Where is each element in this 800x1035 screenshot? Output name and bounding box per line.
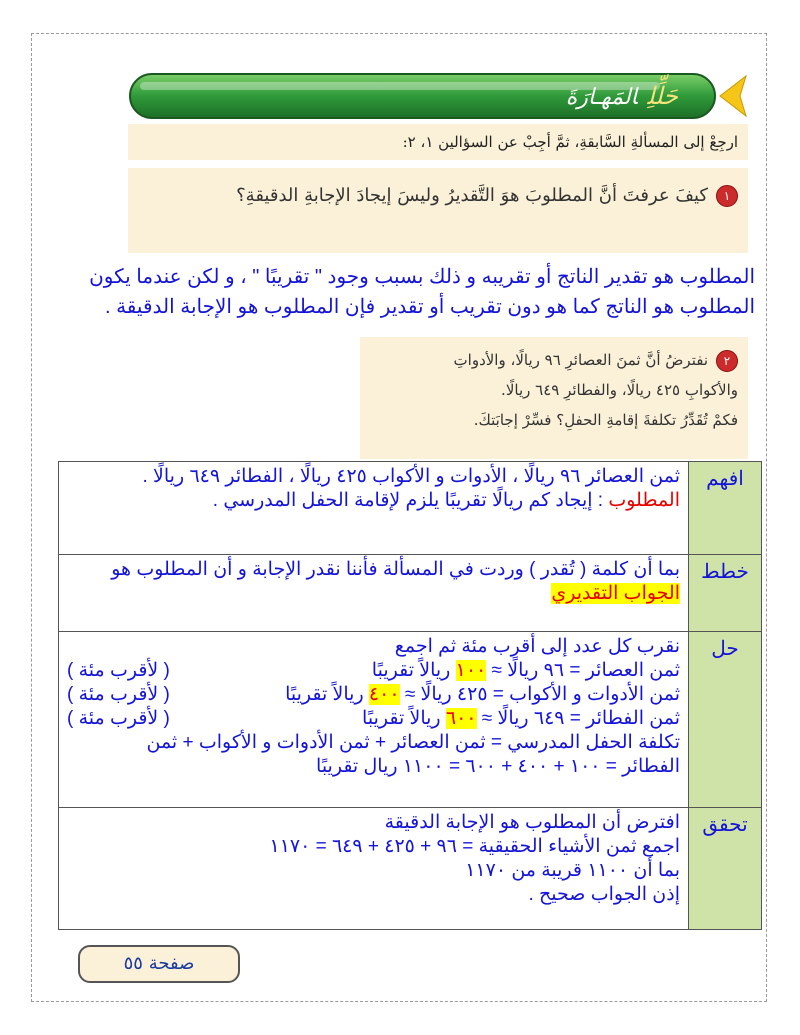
required-label: المطلوب [608,490,680,511]
rounded-value: ٦٠٠ [445,708,477,729]
step-row-check [59,808,762,930]
question-2-line1: نفترضُ أنَّ ثمنَ العصائرِ ٩٦ ريالًا، والأدواتِ [453,351,708,369]
question-2 [360,337,748,459]
banner-title-main: المَهـارَةَ [565,85,638,110]
check-line3: بما أن ١١٠٠ قريبة من ١١٧٠ [465,860,680,881]
step-label: تحقق [689,808,762,930]
solve-row-suffix: ريالاً تقريبًا [285,684,369,705]
instruction: ارجِعْ إلى المسألةِ السَّابقةِ، ثمَّ أجِبْ عن السؤالين ١، ٢: [128,124,748,160]
question-1-text: كيفَ عرفتَ أنَّ المطلوبَ هوَ التَّقديرُ وليسَ إيجادَ الإجابةِ الدقيقةِ؟ [236,185,708,206]
question-2-line3: فكمْ تُقَدِّرُ تكلفةَ إقامةِ الحفلِ؟ فسِّرْ إجابَتكَ. [473,411,738,429]
question-number-badge: ٢ [716,350,738,372]
solve-row-text: ثمن العصائر = ٩٦ ريالًا ≈ [486,660,680,681]
answer-1: المطلوب هو تقدير الناتج أو تقريبه و ذلك بسبب وجود " تقريبًا " ، و لكن عندما يكون المطلوب هو الناتج كما هو دون تقريب أو تقدير فإن المطلوب هو الإجابة الدقيقة . [89,266,755,318]
solve-total-line2: الفطائر = ١٠٠ + ٤٠٠ + ٦٠٠ = ١١٠٠ ريال تقريبًا [316,756,680,777]
solve-intro: نقرب كل عدد إلى أقرب مئة ثم اجمع [394,636,680,657]
solve-total-line1: تكلفة الحفل المدرسي = ثمن العصائر + ثمن الأدوات و الأكواب + ثمن [146,732,680,753]
rounded-value: ١٠٠ [455,660,487,681]
banner-title [566,82,678,110]
question-1 [128,168,748,253]
understand-required [67,489,680,513]
rounding-note: ( لأقرب مئة ) [67,708,170,729]
step-row-plan [59,555,762,632]
plan-text: بما أن كلمة ( تُقدر ) وردت في المسألة فأننا نقدر الإجابة و أن المطلوب هو [111,559,680,580]
understand-given: ثمن العصائر ٩٦ ريالًا ، الأدوات و الأكواب ٤٢٥ ريالًا ، الفطائر ٦٤٩ ريالًا . [142,466,680,487]
solve-row-juice [67,659,680,683]
step-content [59,808,689,930]
page-number: صفحة ٥٥ [78,945,240,983]
required-text: : إيجاد كم ريالًا تقريبًا يلزم لإقامة الحفل المدرسي . [212,490,609,511]
solve-row-suffix: ريالاً تقريبًا [371,660,456,681]
step-content [59,632,689,808]
step-row-understand [59,462,762,555]
solve-row-text: ثمن الأدوات و الأكواب = ٤٢٥ ريالًا ≈ [399,684,680,705]
rounded-value: ٤٠٠ [368,684,400,705]
check-line4: إذن الجواب صحيح . [528,884,680,905]
step-row-solve [59,632,762,808]
step-label: حل [689,632,762,808]
solve-row-text: ثمن الفطائر = ٦٤٩ ريالًا ≈ [476,708,680,729]
step-content [59,555,689,632]
rounding-note: ( لأقرب مئة ) [67,684,170,705]
step-content [59,462,689,555]
skill-banner [128,70,748,122]
rounding-note: ( لأقرب مئة ) [67,660,170,681]
question-2-line2: والأكوابِ ٤٢٥ ريالًا، والفطائرِ ٦٤٩ ريالًا. [501,381,738,399]
solution-steps-table [58,461,762,930]
solve-row-pastries [67,707,680,731]
step-label: خطط [689,555,762,632]
step-label: افهم [689,462,762,555]
solve-row-suffix: ريالاً تقريبًا [362,708,446,729]
check-line2: اجمع ثمن الأشياء الحقيقية = ٩٦ + ٤٢٥ + ٦٤٩ = ١١٧٠ [269,836,680,857]
check-line1: افترض أن المطلوب هو الإجابة الدقيقة [384,812,680,833]
question-number-badge: ١ [716,185,738,207]
solve-row-tools [67,683,680,707]
banner-title-prefix: حَلِّلِ [647,82,678,110]
plan-highlight: الجواب التقديري [551,583,680,604]
